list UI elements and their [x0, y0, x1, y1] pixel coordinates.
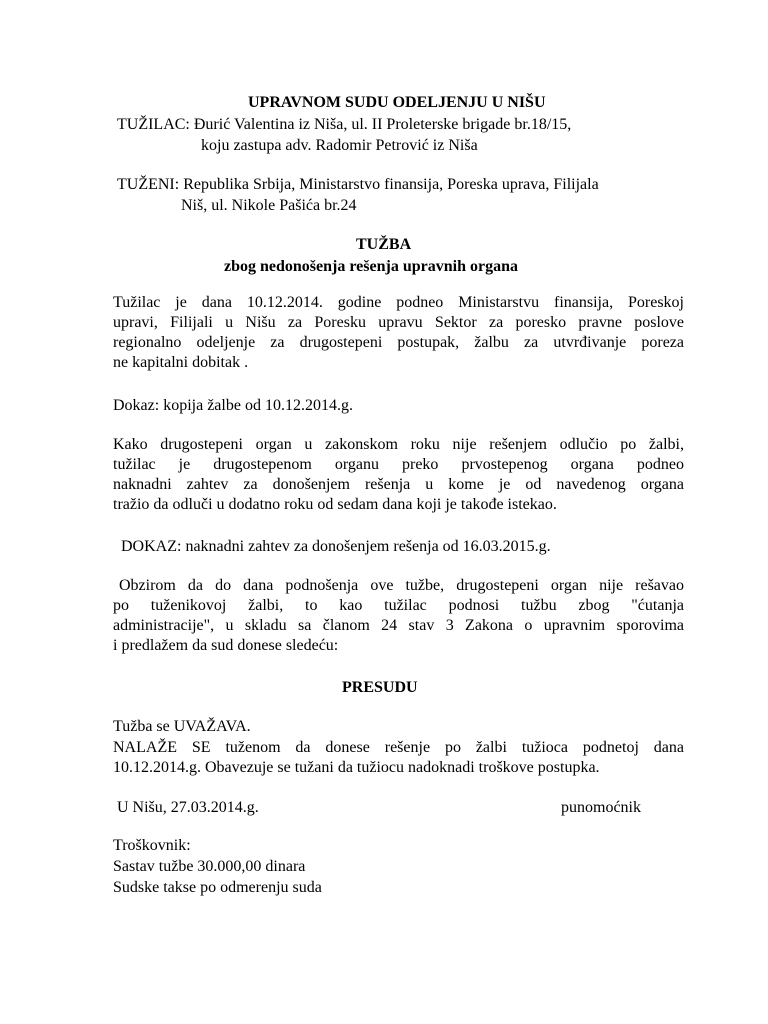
paragraph-request-line: Kako drugostepeni organ u zakonskom roku nije rešenjem odlučio po žalbi,: [113, 436, 684, 453]
paragraph-request-line: tužilac je drugostepenom organu preko prvostepenog organa podneo: [113, 456, 684, 473]
paragraph-grounds-line: i predlažem da sud donese sledeću:: [113, 637, 339, 654]
cost-item-1: Sastav tužbe 30.000,00 dinara: [113, 858, 306, 875]
costs-heading: Troškovnik:: [113, 837, 191, 854]
evidence-line-2: DOKAZ: naknadni zahtev za donošenjem rešenja od 16.03.2015.g.: [121, 538, 551, 555]
verdict-heading: PRESUDU: [342, 679, 418, 696]
verdict-paragraph-line: NALAŽE SE tuženom da donese rešenje po žalbi tužioca podnetoj dana: [113, 739, 684, 756]
paragraph-claim-line: regionalno odeljenje za drugostepeni postupak, žalbu za utvrđivanje poreza: [113, 334, 684, 351]
place-date: U Nišu, 27.03.2014.g.: [117, 799, 259, 816]
evidence-line-1: Dokaz: kopija žalbe od 10.12.2014.g.: [113, 397, 353, 414]
paragraph-grounds: [113, 576, 684, 656]
paragraph-request: [113, 435, 684, 515]
document-title: TUŽBA: [356, 236, 412, 253]
verdict-paragraph: [113, 738, 684, 778]
paragraph-grounds-line: po tuženikovoj žalbi, to kao tužilac podnosi tužbu zbog "ćutanja: [113, 597, 684, 614]
verdict-line-1: Tužba se UVAŽAVA.: [113, 718, 251, 735]
paragraph-request-line: tražio da odluči u dodatno roku od sedam dana koji je takođe istekao.: [113, 496, 557, 513]
paragraph-claim-line: ne kapitalni dobitak .: [113, 354, 249, 371]
paragraph-grounds-line: Obzirom da do dana podnošenja ove tužbe, drugostepeni organ nije rešavao: [119, 577, 684, 594]
court-heading: UPRAVNOM SUDU ODELJENJU U NIŠU: [248, 94, 546, 111]
paragraph-claim: [113, 293, 684, 373]
plaintiff-line-2: koju zastupa adv. Radomir Petrović iz Niša: [201, 137, 478, 154]
cost-item-2: Sudske takse po odmerenju suda: [113, 879, 322, 896]
paragraph-request-line: naknadni zahtev za donošenjem rešenja u kome je od navedenog organa: [113, 476, 684, 493]
plaintiff-line-1: TUŽILAC: Đurić Valentina iz Niša, ul. II Proleterske brigade br.18/15,: [117, 116, 572, 133]
paragraph-grounds-line: administracije", u skladu sa članom 24 stav 3 Zakona o upravnim sporovima: [113, 617, 684, 634]
verdict-paragraph-line: 10.12.2014.g. Obavezuje se tužani da tužiocu nadoknadi troškove postupka.: [113, 759, 600, 776]
defendant-line-2: Niš, ul. Nikole Pašića br.24: [181, 197, 357, 214]
paragraph-claim-line: Tužilac je dana 10.12.2014. godine podneo Ministarstvu finansija, Poreskoj: [113, 294, 684, 311]
signature-label: punomoćnik: [561, 799, 641, 816]
document-subtitle: zbog nedonošenja rešenja upravnih organa: [224, 258, 518, 275]
defendant-line-1: TUŽENI: Republika Srbija, Ministarstvo finansija, Poreska uprava, Filijala: [117, 176, 599, 193]
paragraph-claim-line: upravi, Filijali u Nišu za Poresku upravu Sektor za poresko pravne poslove: [113, 314, 684, 331]
